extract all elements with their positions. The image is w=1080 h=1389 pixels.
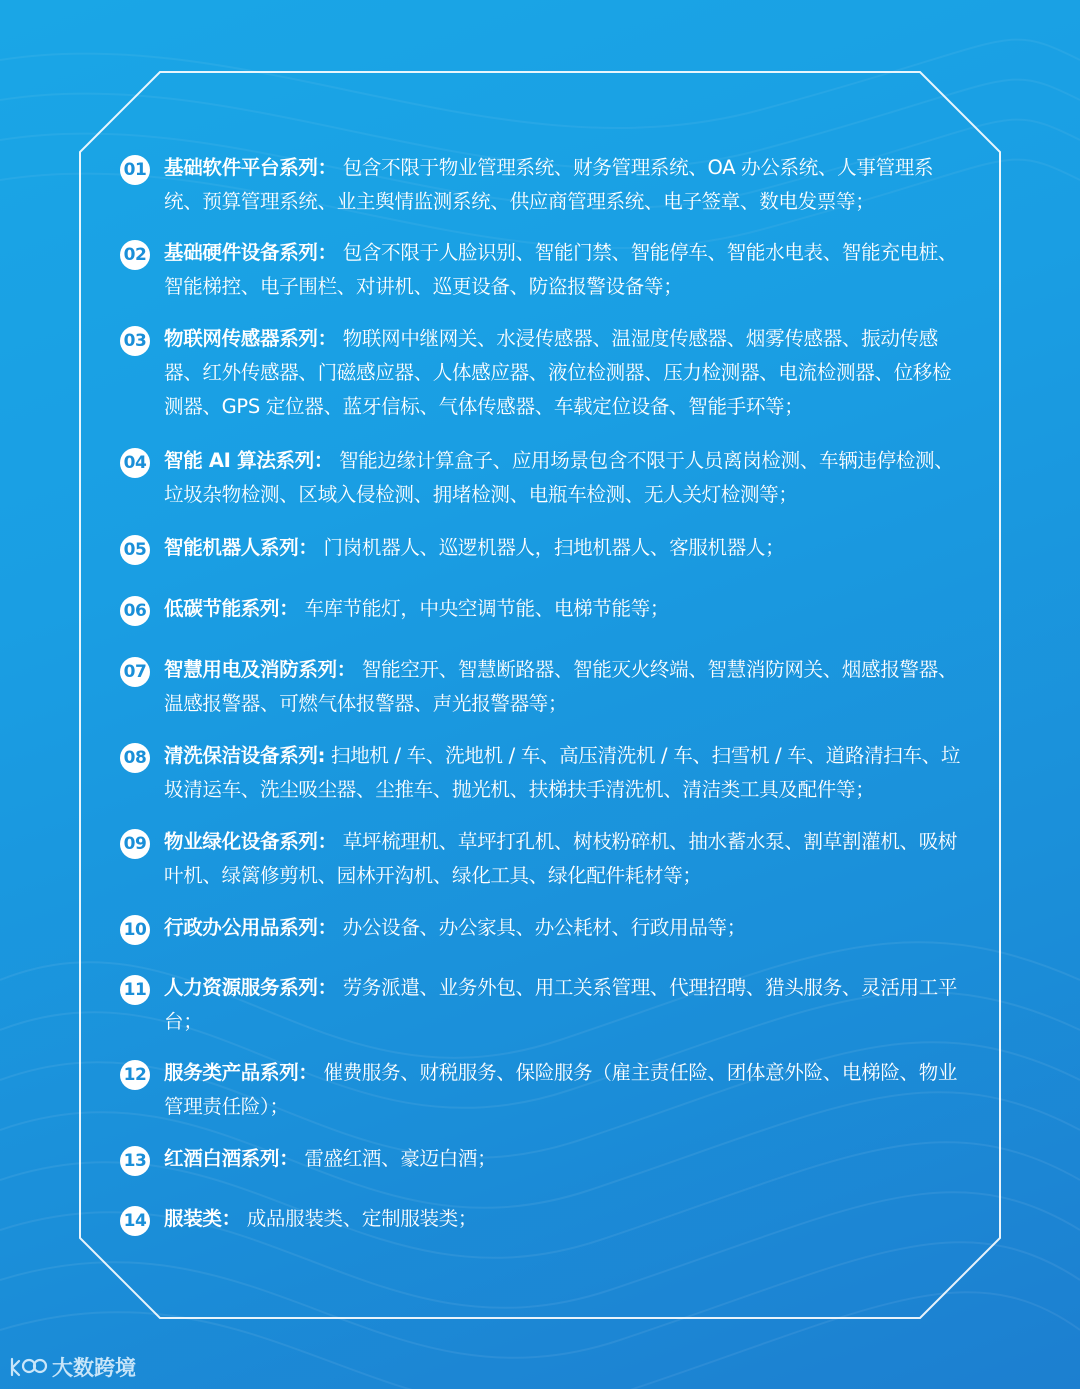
watermark xyxy=(8,1352,136,1382)
item-description: 包含不限于人脸识别、智能门禁、智能停车、智能水电表、智能充电桩、智能梯控、电子围栏、对讲机、巡更设备、防盗报警设备等； xyxy=(164,241,958,298)
item-text xyxy=(164,531,964,565)
item-title: 物联网传感器系列： xyxy=(164,327,337,350)
item-title: 服装类： xyxy=(164,1207,241,1230)
watermark-logo-icon xyxy=(8,1355,48,1379)
item-title: 智能 AI 算法系列： xyxy=(164,449,334,472)
item-text xyxy=(164,322,964,424)
item-number-badge: 06 xyxy=(120,596,150,626)
item-title: 智慧用电及消防系列： xyxy=(164,658,357,681)
item-description: 劳务派遣、业务外包、用工关系管理、代理招聘、猎头服务、灵活用工平台； xyxy=(164,976,958,1033)
item-number-badge: 09 xyxy=(120,829,150,859)
item-text xyxy=(164,825,964,893)
item-text xyxy=(164,151,964,219)
item-title: 基础硬件设备系列： xyxy=(164,241,337,264)
item-description: 成品服装类、定制服装类； xyxy=(246,1207,478,1230)
item-title: 低碳节能系列： xyxy=(164,597,299,620)
item-text xyxy=(164,444,964,512)
item-description: 催费服务、财税服务、保险服务（雇主责任险、团体意外险、电梯险、物业管理责任险）； xyxy=(164,1061,958,1118)
item-number-badge: 03 xyxy=(120,326,150,356)
item-title: 红酒白酒系列： xyxy=(164,1147,299,1170)
item-text xyxy=(164,653,964,721)
item-number-badge: 12 xyxy=(120,1060,150,1090)
item-number-badge: 11 xyxy=(120,975,150,1005)
item-description: 物联网中继网关、水浸传感器、温湿度传感器、烟雾传感器、振动传感器、红外传感器、门磁感应器、人体感应器、液位检测器、压力检测器、电流检测器、位移检测器、GPS 定位器、蓝牙信标、气体传感器、车载定位设备、智能手环等； xyxy=(164,327,952,418)
item-number-badge: 14 xyxy=(120,1206,150,1236)
item-number-badge: 08 xyxy=(120,743,150,773)
item-number-badge: 05 xyxy=(120,535,150,565)
item-title: 行政办公用品系列： xyxy=(164,916,337,939)
item-title: 物业绿化设备系列： xyxy=(164,830,337,853)
item-number-badge: 13 xyxy=(120,1146,150,1176)
item-text xyxy=(164,236,964,304)
item-description: 车库节能灯，中央空调节能、电梯节能等； xyxy=(304,597,670,620)
item-description: 草坪梳理机、草坪打孔机、树枝粉碎机、抽水蓄水泵、割草割灌机、吸树叶机、绿篱修剪机、园林开沟机、绿化工具、绿化配件耗材等； xyxy=(164,830,958,887)
item-text xyxy=(164,1202,964,1236)
item-text xyxy=(164,971,964,1039)
item-text xyxy=(164,739,964,807)
item-title: 人力资源服务系列： xyxy=(164,976,337,999)
item-number-badge: 04 xyxy=(120,448,150,478)
item-number-badge: 10 xyxy=(120,915,150,945)
item-text xyxy=(164,911,964,945)
item-description: 包含不限于物业管理系统、财务管理系统、OA 办公系统、人事管理系统、预算管理系统、业主舆情监测系统、供应商管理系统、电子签章、数电发票等； xyxy=(164,156,934,213)
item-text xyxy=(164,1142,964,1176)
item-description: 扫地机 / 车、洗地机 / 车、高压清洗机 / 车、扫雪机 / 车、道路清扫车、垃圾清运车、洗尘吸尘器、尘推车、抛光机、扶梯扶手清洗机、清洁类工具及配件等； xyxy=(164,744,961,801)
item-text xyxy=(164,592,964,626)
item-description: 办公设备、办公家具、办公耗材、行政用品等； xyxy=(342,916,746,939)
item-title: 服务类产品系列： xyxy=(164,1061,318,1084)
item-number-badge: 07 xyxy=(120,657,150,687)
item-title: 基础软件平台系列： xyxy=(164,156,337,179)
item-number-badge: 02 xyxy=(120,240,150,270)
item-text xyxy=(164,1056,964,1124)
item-description: 门岗机器人、巡逻机器人，扫地机器人、客服机器人； xyxy=(323,536,785,559)
item-number-badge: 01 xyxy=(120,155,150,185)
item-description: 雷盛红酒、豪迈白酒； xyxy=(304,1147,497,1170)
item-description: 智能边缘计算盒子、应用场景包含不限于人员离岗检测、车辆违停检测、垃圾杂物检测、区域入侵检测、拥堵检测、电瓶车检测、无人关灯检测等； xyxy=(164,449,954,506)
item-title: 智能机器人系列： xyxy=(164,536,318,559)
watermark-text: 大数跨境 xyxy=(52,1356,136,1380)
item-description: 智能空开、智慧断路器、智能灭火终端、智慧消防网关、烟感报警器、温感报警器、可燃气体报警器、声光报警器等； xyxy=(164,658,958,715)
item-title: 清洗保洁设备系列: xyxy=(164,744,326,767)
